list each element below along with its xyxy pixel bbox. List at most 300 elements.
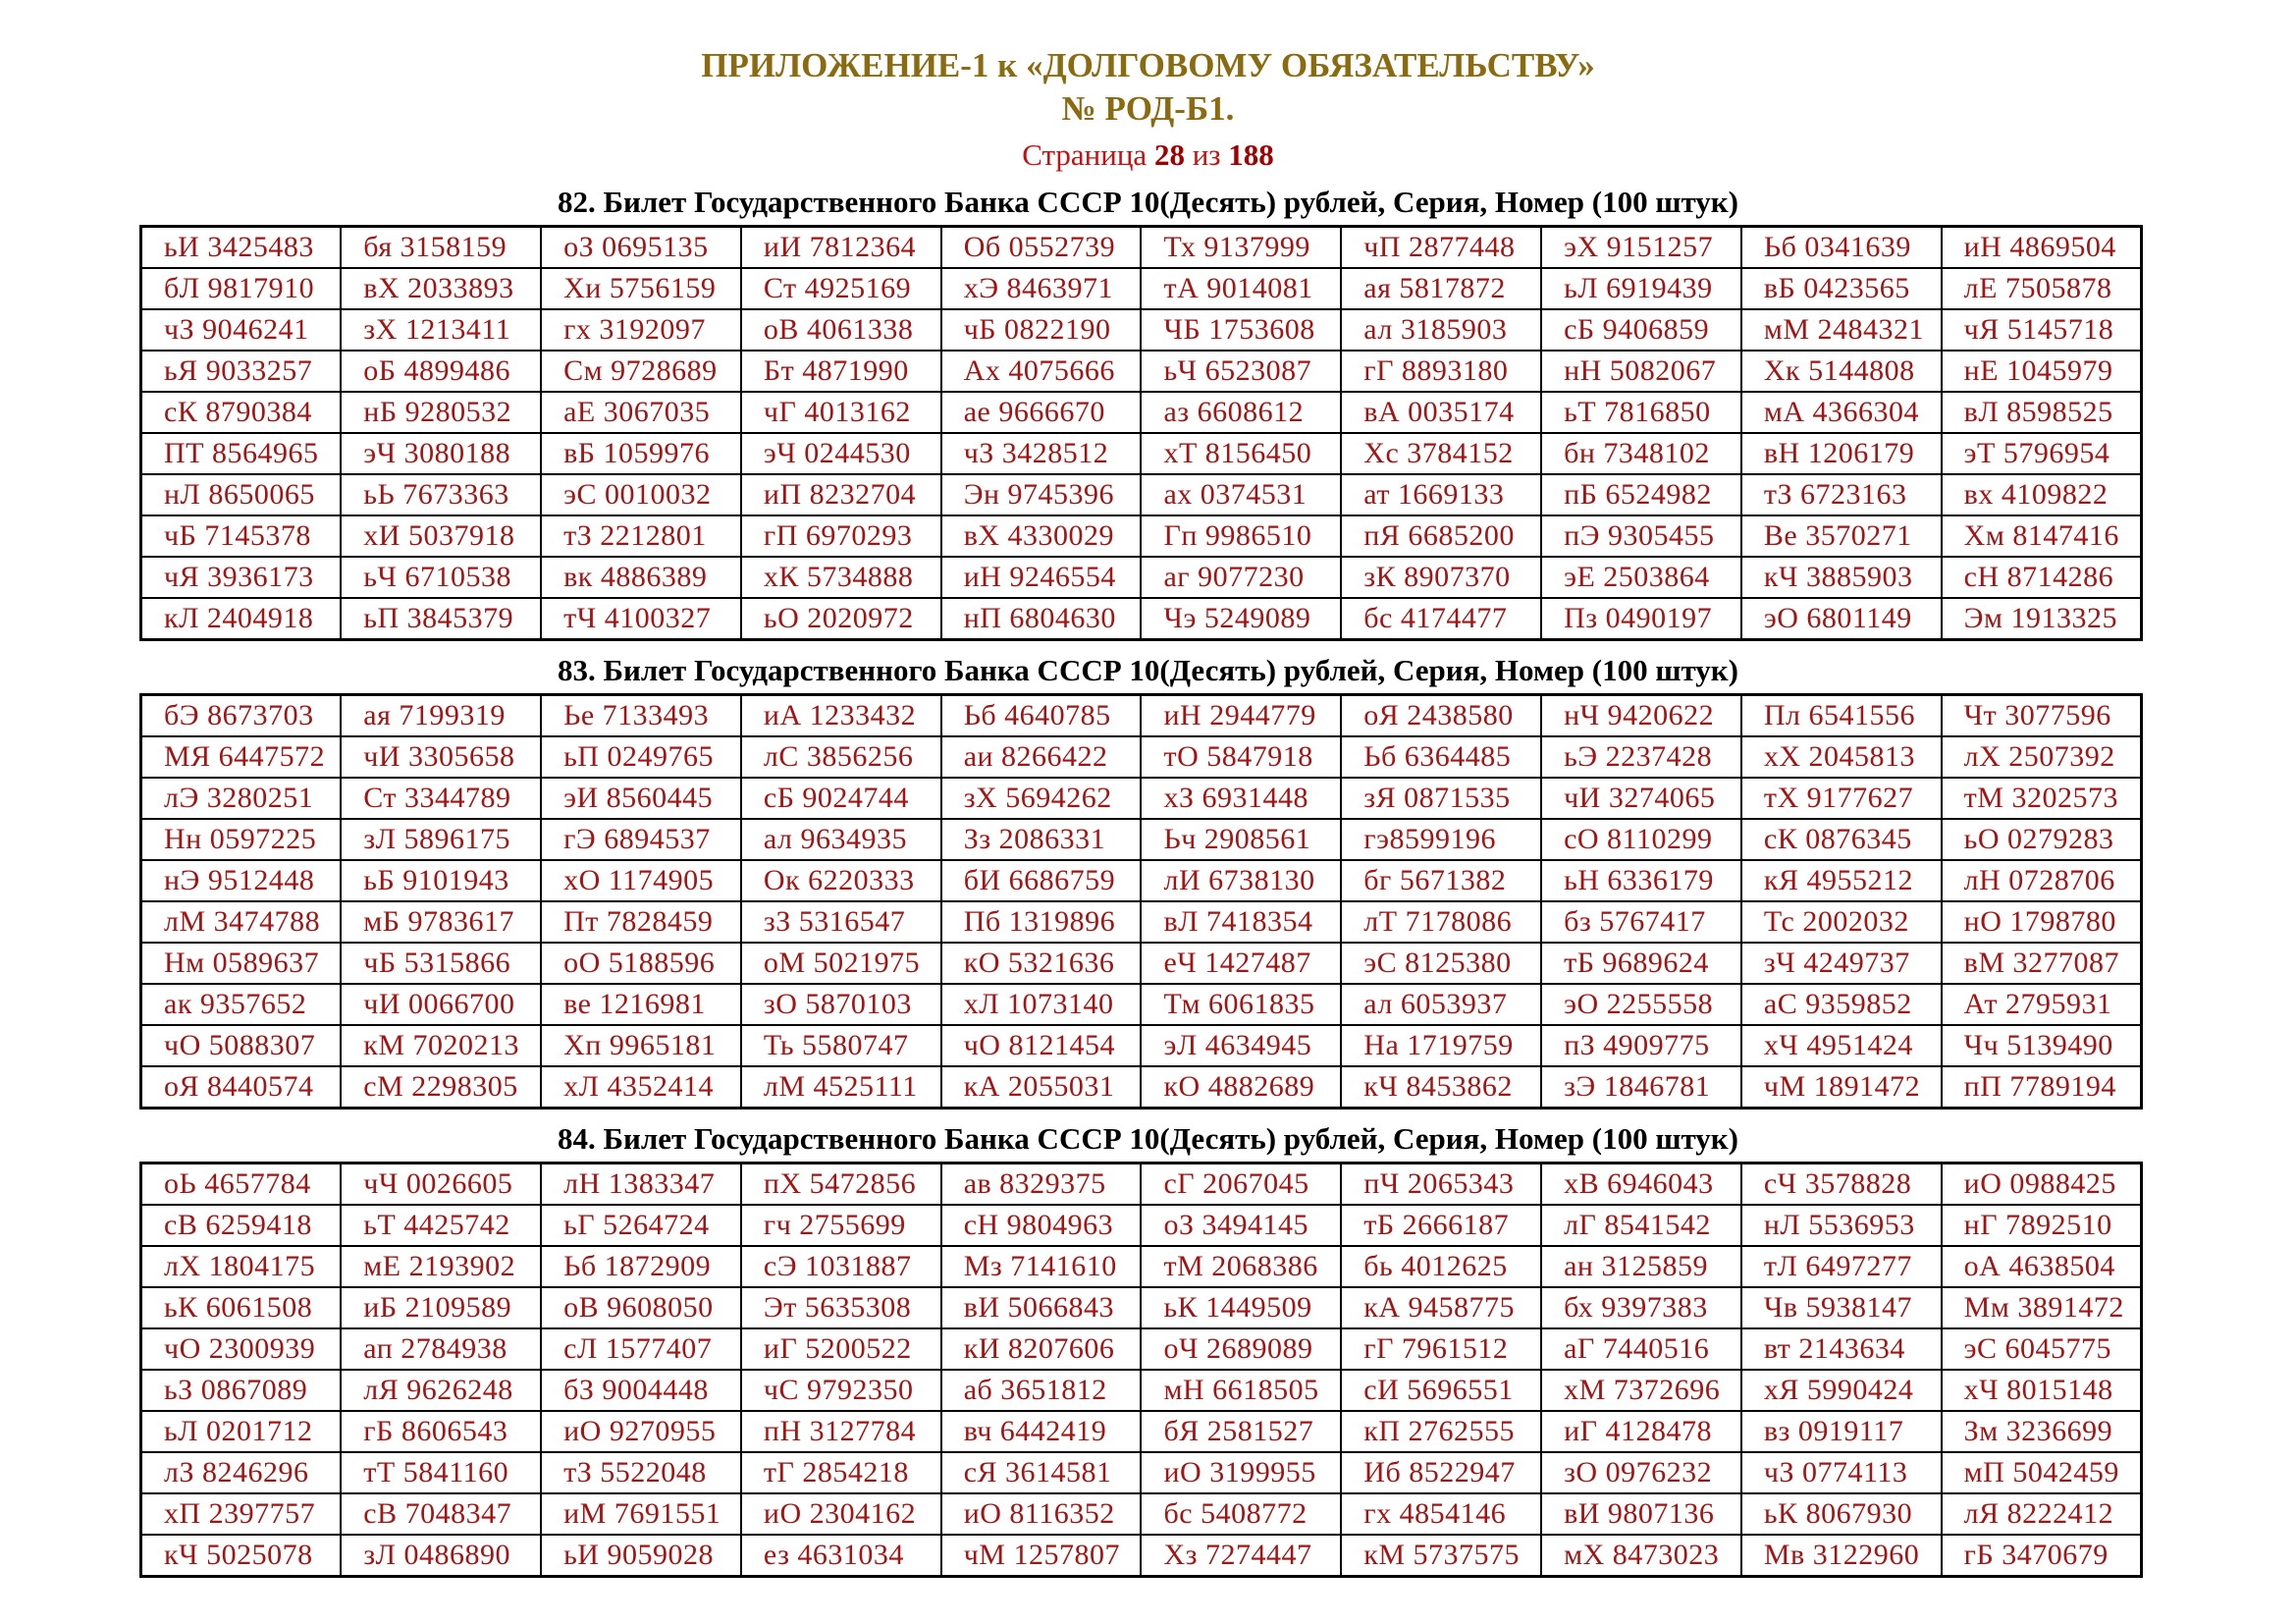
serial-cell: чИ 3305658: [341, 736, 541, 778]
serial-cell: гч 2755699: [741, 1205, 941, 1246]
serial-cell: чЯ 3936173: [141, 557, 342, 598]
serial-cell: ал 9634935: [741, 819, 941, 860]
serial-cell: Ат 2795931: [1942, 984, 2142, 1025]
serial-cell: хО 1174905: [541, 860, 741, 901]
serial-cell: Ть 5580747: [741, 1025, 941, 1066]
serial-cell: зЗ 5316547: [741, 901, 941, 943]
serial-cell: сБ 9406859: [1541, 309, 1741, 351]
serial-cell: Тс 2002032: [1741, 901, 1942, 943]
serial-cell: ве 1216981: [541, 984, 741, 1025]
serial-cell: иН 4869504: [1942, 226, 2142, 268]
serial-cell: вх 4109822: [1942, 474, 2142, 515]
serial-cell: хВ 6946043: [1541, 1163, 1741, 1205]
serial-cell: мП 5042459: [1942, 1452, 2142, 1493]
serial-cell: иБ 2109589: [341, 1287, 541, 1328]
serial-cell: зЭ 1846781: [1541, 1066, 1741, 1109]
serial-cell: иО 8116352: [941, 1493, 1142, 1535]
serial-cell: вИ 5066843: [941, 1287, 1142, 1328]
serial-cell: гЭ 6894537: [541, 819, 741, 860]
serial-cell: эЧ 3080188: [341, 433, 541, 474]
serial-cell: аб 3651812: [941, 1370, 1142, 1411]
serial-table-82: [139, 225, 2143, 641]
serial-cell: сГ 2067045: [1141, 1163, 1341, 1205]
table-row: [141, 392, 2142, 433]
serial-cell: тМ 3202573: [1942, 778, 2142, 819]
serial-cell: нЛ 8650065: [141, 474, 342, 515]
serial-cell: аг 9077230: [1141, 557, 1341, 598]
table-row: [141, 1163, 2142, 1205]
serial-cell: сЛ 1577407: [541, 1328, 741, 1370]
serial-cell: эО 6801149: [1741, 598, 1942, 640]
serial-cell: бг 5671382: [1341, 860, 1541, 901]
serial-cell: ьБ 9101943: [341, 860, 541, 901]
serial-cell: эЕ 2503864: [1541, 557, 1741, 598]
table-row: [141, 351, 2142, 392]
serial-cell: вз 0919117: [1741, 1411, 1942, 1452]
serial-cell: бс 5408772: [1141, 1493, 1341, 1535]
page-current: 28: [1153, 136, 1185, 172]
serial-cell: ьТ 7816850: [1541, 392, 1741, 433]
serial-cell: еЧ 1427487: [1141, 943, 1341, 984]
table-row: [141, 1493, 2142, 1535]
serial-cell: тА 9014081: [1141, 268, 1341, 309]
serial-cell: вБ 0423565: [1741, 268, 1942, 309]
serial-cell: оЧ 2689089: [1141, 1328, 1341, 1370]
serial-cell: Бт 4871990: [741, 351, 941, 392]
serial-cell: Ок 6220333: [741, 860, 941, 901]
serial-cell: вЛ 8598525: [1942, 392, 2142, 433]
serial-cell: хМ 7372696: [1541, 1370, 1741, 1411]
serial-cell: ьИ 9059028: [541, 1535, 741, 1577]
serial-cell: Об 0552739: [941, 226, 1142, 268]
serial-cell: кП 2762555: [1341, 1411, 1541, 1452]
serial-cell: иМ 7691551: [541, 1493, 741, 1535]
serial-cell: хЧ 4951424: [1741, 1025, 1942, 1066]
serial-cell: сБ 9024744: [741, 778, 941, 819]
serial-cell: бн 7348102: [1541, 433, 1741, 474]
serial-cell: ьЛ 6919439: [1541, 268, 1741, 309]
serial-cell: хЭ 8463971: [941, 268, 1142, 309]
serial-cell: ьО 0279283: [1942, 819, 2142, 860]
serial-cell: хЛ 4352414: [541, 1066, 741, 1109]
page-total: 188: [1228, 136, 1274, 172]
serial-cell: Хм 8147416: [1942, 515, 2142, 557]
serial-cell: тХ 9177627: [1741, 778, 1942, 819]
serial-cell: чО 8121454: [941, 1025, 1142, 1066]
serial-cell: Ьб 4640785: [941, 694, 1142, 736]
serial-cell: Зз 2086331: [941, 819, 1142, 860]
serial-cell: мХ 8473023: [1541, 1535, 1741, 1577]
table-row: [141, 598, 2142, 640]
serial-cell: Чт 3077596: [1942, 694, 2142, 736]
serial-cell: сН 9804963: [941, 1205, 1142, 1246]
serial-cell: мМ 2484321: [1741, 309, 1942, 351]
serial-cell: чО 5088307: [141, 1025, 342, 1066]
serial-cell: Ах 4075666: [941, 351, 1142, 392]
serial-cell: пЗ 4909775: [1541, 1025, 1741, 1066]
serial-cell: ЧБ 1753608: [1141, 309, 1341, 351]
serial-cell: нЭ 9512448: [141, 860, 342, 901]
serial-cell: лТ 7178086: [1341, 901, 1541, 943]
serial-cell: Эт 5635308: [741, 1287, 941, 1328]
table-row: [141, 860, 2142, 901]
serial-cell: Ьч 2908561: [1141, 819, 1341, 860]
serial-cell: ьН 6336179: [1541, 860, 1741, 901]
serial-cell: хХ 2045813: [1741, 736, 1942, 778]
serial-cell: ьК 1449509: [1141, 1287, 1341, 1328]
serial-cell: Ье 7133493: [541, 694, 741, 736]
serial-cell: чГ 4013162: [741, 392, 941, 433]
serial-cell: чЗ 3428512: [941, 433, 1142, 474]
serial-cell: тЛ 6497277: [1741, 1246, 1942, 1287]
serial-cell: ьП 0249765: [541, 736, 741, 778]
serial-cell: кМ 5737575: [1341, 1535, 1541, 1577]
serial-cell: вА 0035174: [1341, 392, 1541, 433]
serial-cell: пП 7789194: [1942, 1066, 2142, 1109]
serial-cell: вк 4886389: [541, 557, 741, 598]
serial-cell: чЗ 0774113: [1741, 1452, 1942, 1493]
page-indicator: [0, 137, 2296, 173]
serial-cell: лС 3856256: [741, 736, 941, 778]
serial-cell: ав 8329375: [941, 1163, 1142, 1205]
serial-cell: эО 2255558: [1541, 984, 1741, 1025]
serial-cell: Ьб 0341639: [1741, 226, 1942, 268]
serial-cell: Тх 9137999: [1141, 226, 1341, 268]
serial-cell: кЧ 3885903: [1741, 557, 1942, 598]
serial-cell: вИ 9807136: [1541, 1493, 1741, 1535]
serial-cell: нЛ 5536953: [1741, 1205, 1942, 1246]
serial-cell: эЛ 4634945: [1141, 1025, 1341, 1066]
serial-cell: аз 6608612: [1141, 392, 1341, 433]
serial-cell: сМ 2298305: [341, 1066, 541, 1109]
serial-cell: тЗ 2212801: [541, 515, 741, 557]
serial-cell: Хк 5144808: [1741, 351, 1942, 392]
serial-cell: ьЬ 7673363: [341, 474, 541, 515]
serial-cell: аС 9359852: [1741, 984, 1942, 1025]
serial-cell: чМ 1891472: [1741, 1066, 1942, 1109]
table-row: [141, 984, 2142, 1025]
serial-cell: Пз 0490197: [1541, 598, 1741, 640]
serial-cell: ьЗ 0867089: [141, 1370, 342, 1411]
table-row: [141, 1205, 2142, 1246]
table-row: [141, 1066, 2142, 1109]
serial-cell: зО 5870103: [741, 984, 941, 1025]
serial-cell: зХ 5694262: [941, 778, 1142, 819]
serial-cell: ая 7199319: [341, 694, 541, 736]
serial-cell: кМ 7020213: [341, 1025, 541, 1066]
table-row: [141, 778, 2142, 819]
serial-cell: хК 5734888: [741, 557, 941, 598]
serial-cell: кА 2055031: [941, 1066, 1142, 1109]
serial-cell: аГ 7440516: [1541, 1328, 1741, 1370]
serial-cell: лХ 1804175: [141, 1246, 342, 1287]
serial-cell: ьЭ 2237428: [1541, 736, 1741, 778]
serial-cell: гП 6970293: [741, 515, 941, 557]
table-row: [141, 557, 2142, 598]
serial-cell: тГ 2854218: [741, 1452, 941, 1493]
serial-cell: ьЧ 6710538: [341, 557, 541, 598]
serial-cell: вт 2143634: [1741, 1328, 1942, 1370]
serial-cell: вХ 2033893: [341, 268, 541, 309]
serial-cell: кЛ 2404918: [141, 598, 342, 640]
serial-cell: сН 8714286: [1942, 557, 2142, 598]
serial-cell: Хз 7274447: [1141, 1535, 1341, 1577]
serial-cell: хЛ 1073140: [941, 984, 1142, 1025]
serial-cell: хЯ 5990424: [1741, 1370, 1942, 1411]
table-row: [141, 1246, 2142, 1287]
serial-cell: лЭ 3280251: [141, 778, 342, 819]
serial-cell: зЧ 4249737: [1741, 943, 1942, 984]
serial-cell: оЗ 0695135: [541, 226, 741, 268]
serial-cell: ак 9357652: [141, 984, 342, 1025]
table-row: [141, 819, 2142, 860]
serial-cell: Ст 3344789: [341, 778, 541, 819]
serial-cell: оВ 9608050: [541, 1287, 741, 1328]
document-title: ПРИЛОЖЕНИЕ-1 к «ДОЛГОВОМУ ОБЯЗАТЕЛЬСТВУ»: [701, 46, 1595, 84]
serial-cell: вБ 1059976: [541, 433, 741, 474]
serial-cell: гэ8599196: [1341, 819, 1541, 860]
serial-cell: чМ 1257807: [941, 1535, 1142, 1577]
serial-cell: вЛ 7418354: [1141, 901, 1341, 943]
serial-cell: мБ 9783617: [341, 901, 541, 943]
serial-cell: лМ 4525111: [741, 1066, 941, 1109]
serial-cell: ьК 6061508: [141, 1287, 342, 1328]
serial-cell: хТ 8156450: [1141, 433, 1341, 474]
serial-cell: ез 4631034: [741, 1535, 941, 1577]
serial-cell: бЛ 9817910: [141, 268, 342, 309]
serial-cell: нЕ 1045979: [1942, 351, 2142, 392]
serial-cell: сК 8790384: [141, 392, 342, 433]
table-row: [141, 1287, 2142, 1328]
table-row: [141, 943, 2142, 984]
serial-cell: пЭ 9305455: [1541, 515, 1741, 557]
serial-cell: Эн 9745396: [941, 474, 1142, 515]
serial-cell: ьП 3845379: [341, 598, 541, 640]
serial-cell: тБ 9689624: [1541, 943, 1741, 984]
serial-cell: гБ 3470679: [1942, 1535, 2142, 1577]
serial-cell: кА 9458775: [1341, 1287, 1541, 1328]
serial-cell: нП 6804630: [941, 598, 1142, 640]
serial-cell: ПТ 8564965: [141, 433, 342, 474]
serial-cell: тО 5847918: [1141, 736, 1341, 778]
table-82-title: 82. Билет Государственного Банка СССР 10(Десять) рублей, Серия, Номер (100 штук): [557, 184, 1738, 219]
serial-cell: вХ 4330029: [941, 515, 1142, 557]
serial-cell: гх 4854146: [1341, 1493, 1541, 1535]
serial-cell: МЯ 6447572: [141, 736, 342, 778]
serial-cell: оО 5188596: [541, 943, 741, 984]
serial-cell: бз 5767417: [1541, 901, 1741, 943]
serial-cell: бЭ 8673703: [141, 694, 342, 736]
serial-cell: чЗ 9046241: [141, 309, 342, 351]
serial-cell: сЯ 3614581: [941, 1452, 1142, 1493]
serial-cell: хП 2397757: [141, 1493, 342, 1535]
serial-cell: кО 5321636: [941, 943, 1142, 984]
serial-cell: иО 9270955: [541, 1411, 741, 1452]
serial-cell: оВ 4061338: [741, 309, 941, 351]
serial-cell: Мм 3891472: [1942, 1287, 2142, 1328]
table-row: [141, 226, 2142, 268]
serial-cell: Ве 3570271: [1741, 515, 1942, 557]
table-row: [141, 1025, 2142, 1066]
serial-cell: оЯ 8440574: [141, 1066, 342, 1109]
serial-cell: мА 4366304: [1741, 392, 1942, 433]
serial-cell: ьО 2020972: [741, 598, 941, 640]
serial-cell: иН 9246554: [941, 557, 1142, 598]
table-row: [141, 1411, 2142, 1452]
serial-cell: ьИ 3425483: [141, 226, 342, 268]
serial-cell: сВ 7048347: [341, 1493, 541, 1535]
serial-cell: вН 1206179: [1741, 433, 1942, 474]
serial-cell: кИ 8207606: [941, 1328, 1142, 1370]
serial-cell: сК 0876345: [1741, 819, 1942, 860]
serial-cell: иН 2944779: [1141, 694, 1341, 736]
serial-cell: эТ 5796954: [1942, 433, 2142, 474]
page-label: Страница: [1022, 136, 1148, 172]
serial-cell: Тм 6061835: [1141, 984, 1341, 1025]
serial-cell: эС 0010032: [541, 474, 741, 515]
serial-cell: Ьб 6364485: [1341, 736, 1541, 778]
serial-cell: тТ 5841160: [341, 1452, 541, 1493]
serial-cell: На 1719759: [1341, 1025, 1541, 1066]
table-row: [141, 1452, 2142, 1493]
serial-cell: оБ 4899486: [341, 351, 541, 392]
serial-cell: тЗ 5522048: [541, 1452, 741, 1493]
serial-cell: зК 8907370: [1341, 557, 1541, 598]
serial-cell: Мз 7141610: [941, 1246, 1142, 1287]
serial-cell: мН 6618505: [1141, 1370, 1341, 1411]
serial-cell: эС 8125380: [1341, 943, 1541, 984]
serial-cell: ьЛ 0201712: [141, 1411, 342, 1452]
serial-cell: ап 2784938: [341, 1328, 541, 1370]
section-table-83: [0, 653, 2296, 1110]
serial-cell: ьТ 4425742: [341, 1205, 541, 1246]
serial-cell: Хи 5756159: [541, 268, 741, 309]
serial-cell: пБ 6524982: [1541, 474, 1741, 515]
serial-cell: чБ 7145378: [141, 515, 342, 557]
serial-cell: аЕ 3067035: [541, 392, 741, 433]
serial-cell: Мв 3122960: [1741, 1535, 1942, 1577]
serial-cell: сЭ 1031887: [741, 1246, 941, 1287]
serial-cell: лЗ 8246296: [141, 1452, 342, 1493]
serial-cell: Гп 9986510: [1141, 515, 1341, 557]
serial-cell: Зм 3236699: [1942, 1411, 2142, 1452]
serial-cell: ьЧ 6523087: [1141, 351, 1341, 392]
serial-cell: зО 0976232: [1541, 1452, 1741, 1493]
serial-cell: иА 1233432: [741, 694, 941, 736]
serial-cell: ал 3185903: [1341, 309, 1541, 351]
serial-cell: вч 6442419: [941, 1411, 1142, 1452]
serial-table-83: [139, 693, 2143, 1110]
serial-cell: иО 3199955: [1141, 1452, 1341, 1493]
serial-cell: лЯ 8222412: [1942, 1493, 2142, 1535]
document-subtitle: № РОД-Б1.: [1061, 88, 1235, 128]
serial-cell: эИ 8560445: [541, 778, 741, 819]
serial-cell: оА 4638504: [1942, 1246, 2142, 1287]
serial-cell: кЧ 8453862: [1341, 1066, 1541, 1109]
serial-cell: ат 1669133: [1341, 474, 1541, 515]
serial-table-84: [139, 1162, 2143, 1578]
serial-cell: бх 9397383: [1541, 1287, 1741, 1328]
serial-cell: гГ 8893180: [1341, 351, 1541, 392]
serial-cell: тБ 2666187: [1341, 1205, 1541, 1246]
serial-cell: лЕ 7505878: [1942, 268, 2142, 309]
serial-cell: пЯ 6685200: [1341, 515, 1541, 557]
serial-cell: тЗ 6723163: [1741, 474, 1942, 515]
serial-cell: оЯ 2438580: [1341, 694, 1541, 736]
serial-cell: См 9728689: [541, 351, 741, 392]
serial-cell: чБ 0822190: [941, 309, 1142, 351]
serial-cell: оМ 5021975: [741, 943, 941, 984]
serial-cell: лИ 6738130: [1141, 860, 1341, 901]
serial-cell: тМ 2068386: [1141, 1246, 1341, 1287]
serial-cell: зХ 1213411: [341, 309, 541, 351]
table-83-title: 83. Билет Государственного Банка СССР 10(Десять) рублей, Серия, Номер (100 штук): [557, 652, 1738, 687]
section-table-82: [0, 185, 2296, 641]
table-row: [141, 1535, 2142, 1577]
serial-cell: кЯ 4955212: [1741, 860, 1942, 901]
serial-cell: Пб 1319896: [941, 901, 1142, 943]
serial-cell: Нн 0597225: [141, 819, 342, 860]
serial-cell: Эм 1913325: [1942, 598, 2142, 640]
section-table-84: [0, 1121, 2296, 1578]
serial-cell: мЕ 2193902: [341, 1246, 541, 1287]
serial-cell: чП 2877448: [1341, 226, 1541, 268]
serial-cell: иГ 4128478: [1541, 1411, 1741, 1452]
serial-cell: зЛ 0486890: [341, 1535, 541, 1577]
serial-cell: зЛ 5896175: [341, 819, 541, 860]
table-row: [141, 474, 2142, 515]
serial-cell: иО 0988425: [1942, 1163, 2142, 1205]
serial-cell: чИ 0066700: [341, 984, 541, 1025]
table-row: [141, 901, 2142, 943]
serial-cell: иП 8232704: [741, 474, 941, 515]
table-row: [141, 268, 2142, 309]
serial-cell: бЗ 9004448: [541, 1370, 741, 1411]
serial-cell: чИ 3274065: [1541, 778, 1741, 819]
serial-cell: вМ 3277087: [1942, 943, 2142, 984]
page-of-label: из: [1192, 136, 1221, 172]
serial-cell: чЯ 5145718: [1942, 309, 2142, 351]
serial-cell: Пт 7828459: [541, 901, 741, 943]
serial-cell: Пл 6541556: [1741, 694, 1942, 736]
table-row: [141, 515, 2142, 557]
serial-cell: ае 9666670: [941, 392, 1142, 433]
table-row: [141, 433, 2142, 474]
serial-cell: гх 3192097: [541, 309, 741, 351]
serial-cell: бя 3158159: [341, 226, 541, 268]
serial-cell: оЬ 4657784: [141, 1163, 342, 1205]
serial-cell: пН 3127784: [741, 1411, 941, 1452]
serial-cell: эХ 9151257: [1541, 226, 1741, 268]
serial-cell: иО 2304162: [741, 1493, 941, 1535]
table-row: [141, 694, 2142, 736]
serial-cell: лМ 3474788: [141, 901, 342, 943]
serial-cell: лН 1383347: [541, 1163, 741, 1205]
serial-cell: оЗ 3494145: [1141, 1205, 1341, 1246]
serial-cell: кЧ 5025078: [141, 1535, 342, 1577]
serial-cell: пХ 5472856: [741, 1163, 941, 1205]
serial-cell: сО 8110299: [1541, 819, 1741, 860]
serial-cell: иГ 5200522: [741, 1328, 941, 1370]
serial-cell: Хс 3784152: [1341, 433, 1541, 474]
serial-cell: нГ 7892510: [1942, 1205, 2142, 1246]
serial-cell: бИ 6686759: [941, 860, 1142, 901]
serial-cell: ьГ 5264724: [541, 1205, 741, 1246]
serial-cell: бь 4012625: [1341, 1246, 1541, 1287]
serial-cell: сВ 6259418: [141, 1205, 342, 1246]
serial-cell: лЯ 9626248: [341, 1370, 541, 1411]
serial-cell: Чв 5938147: [1741, 1287, 1942, 1328]
